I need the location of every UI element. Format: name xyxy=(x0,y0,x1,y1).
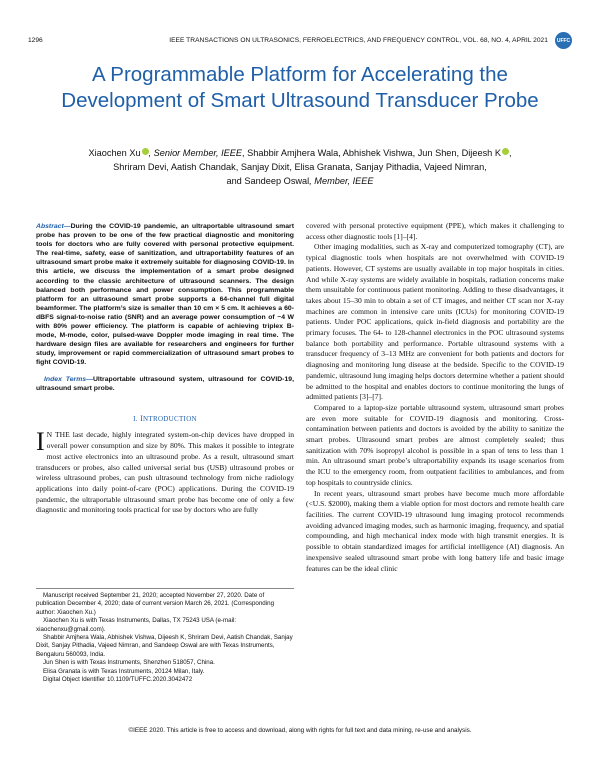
body-paragraph: In recent years, ultrasound smart probes have become much more affordable (<U.S. $2000), making them a viable option for most doctors and remote health care facilities. The current COVID-19 ultrasound lung imaging protocol recommends avoiding advanced imaging modes, such as harmonic imaging, frequency, and spatial compounding, and high mechanical index mode with high transmit energies. It is possible to obtain standardized images for artificial intelligence (AI) diagnosis. An inexpensive sealed ultrasound smart probe with long battery life and basic image features can be the ideal clinic xyxy=(306,488,564,573)
author-line-2: Shriram Devi, Aatish Chandak, Sanjay Dixit, Elisa Granata, Sanjay Pithadia, Vajeed Nimran, xyxy=(113,162,487,172)
footnote-doi: Digital Object Identifier 10.1109/TUFFC.2020.3042472 xyxy=(43,676,193,684)
uffc-logo-icon: UFFC xyxy=(555,32,572,49)
journal-name: IEEE TRANSACTIONS ON ULTRASONICS, FERROELECTRICS, AND FREQUENCY CONTROL, VOL. 68, NO. 4, APRIL 2021 xyxy=(169,37,548,44)
footnote: Jun Shen is with Texas Instruments, Shenzhen 518057, China. xyxy=(43,659,215,667)
footnote: Elisa Granata is with Texas Instruments, 20124 Milan, Italy. xyxy=(43,667,205,675)
abstract: Abstract—During the COVID-19 pandemic, an ultraportable ultrasound smart probe has proven to be one of the few practical diagnostic and monitoring tools for doctors who are fully covered with personal protective equipment. The real-time, safety, ease of sanitization, and ultraportability features of an ultrasound smart probe make it extremely suitable for diagnosing COVID-19. In this article, we discuss the implementation of a smart probe designed according to the classic architecture of ultrasound scanners. The design balanced both performance and power consumption. This programmable platform for an ultrasound smart probe supports a 64-channel full digital beamformer. The platform’s size is smaller than 10 cm × 5 cm. It achieves a 60-dBFS signal-to-noise ratio (SNR) and an average power consumption of ~4 W with 80% power efficiency. The platform is capable of achieving triplex B-mode, M-mode, color, pulsed-wave Doppler mode imaging in real time. The hardware design files are available for researchers and engineers for further study, improvement or rapid commercialization of ultrasound smart probes to fight COVID-19. xyxy=(36,223,294,367)
page-number: 1296 xyxy=(28,37,43,44)
section-heading xyxy=(36,414,294,425)
drop-cap: I xyxy=(36,427,45,457)
index-terms-label: Index Terms xyxy=(44,375,87,383)
author-separator: , xyxy=(508,148,512,158)
right-column xyxy=(306,221,564,574)
footnotes xyxy=(36,588,294,684)
intro-paragraph xyxy=(36,427,294,516)
author-line-3 xyxy=(40,174,560,188)
paper-title: A Programmable Platform for Accelerating the Development of Smart Ultrasound Transducer Probe xyxy=(61,63,539,112)
body-paragraph: Other imaging modalities, such as X-ray and computerized tomography (CT), are typical diagnostic tools when hospitals are not overwhelmed with COVID-19 patients. However, CT systems are usually available in top major hospitals in cities. And while X-ray systems are widely available in hospitals, radiation concerns make them unsuitable for continuous patient monitoring. Adding to these disadvantages, it takes about 15–30 min to obtain a set of CT images, and neither CT scan nor X-ray machines are common in intensive care units (ICUs) for monitoring COVID-19 patients. Under POC applications, quick in-field diagnosis and portability are the primary focuses. The 64- to 128-channel electronics in the POC ultrasound systems balance both portability and performance. Portable ultrasound systems with a transducer frequency of 3–13 MHz are convenient for both patients and doctors for diagnosing and monitoring lung disease at the bedside. Specific to the COVID-19 pandemic, ultrasound lung imaging helps doctors determine whether a patient should be admitted to the hospital and enables doctors to continue monitoring the lungs of admitted patients [3]–[7]. xyxy=(306,242,564,402)
section-numeral: I. xyxy=(133,414,138,423)
index-terms-text: Ultraportable ultrasound system, ultrasound for COVID-19, ultrasound smart probe. xyxy=(36,375,294,392)
orcid-icon[interactable] xyxy=(502,148,509,155)
copyright-footer: ©IEEE 2020. This article is free to access and download, along with rights for full text and data mining, re-use and analysis. xyxy=(128,727,472,734)
left-column xyxy=(36,222,294,516)
author-membership: , Senior Member, IEEE xyxy=(148,148,243,158)
footnote: Shabbir Amjhera Wala, Abhishek Vishwa, Dijeesh K, Shriram Devi, Aatish Chandak, Sanjay Dixit, Sanjay Pithadia, Vajeed Nimran, and Sandeep Oswal are with Texas Instruments, Bengaluru 560093, India. xyxy=(36,634,293,658)
footnote: Xiaochen Xu is with Texas Instruments, Dallas, TX 75243 USA (e-mail: xiaochenxu@gmail.com). xyxy=(36,617,237,633)
author-list xyxy=(40,146,560,188)
orcid-icon[interactable] xyxy=(142,148,149,155)
index-terms: Index Terms—Ultraportable ultrasound system, ultrasound for COVID-19, ultrasound smart probe. xyxy=(36,375,294,392)
author-names: and Sandeep Oswal xyxy=(226,176,310,186)
author-line-1 xyxy=(40,146,560,160)
section-title-cap: I xyxy=(140,413,144,423)
abstract-text: During the COVID-19 pandemic, an ultraportable ultrasound smart probe has proven to be one of the few practical diagnostic and monitoring tools for doctors who are fully covered with personal protective equipment. The real-time, safety, ease of sanitization, and ultraportability features of an ultrasound smart probe make it extremely suitable for diagnosing COVID-19. In this article, we discuss the implementation of a smart probe designed according to the classic architecture of ultrasound scanners. The design balanced both performance and power consumption. This programmable platform for an ultrasound smart probe supports a 64-channel full digital beamformer. The platform’s size is smaller than 10 cm × 5 cm. It achieves a 60-dBFS signal-to-noise ratio (SNR) and an average power consumption of ~4 W with 80% power efficiency. The platform is capable of achieving triplex B-mode, M-mode, color, pulsed-wave Doppler mode imaging in real time. The hardware design files are available for researchers and engineers for further study, improvement or rapid commercialization of ultrasound smart probes to fight COVID-19. xyxy=(36,223,294,367)
author-names: , Shabbir Amjhera Wala, Abhishek Vishwa, Jun Shen, Dijeesh K xyxy=(242,148,501,158)
author-membership: , Member, IEEE xyxy=(309,176,374,186)
section-title-rest: NTRODUCTION xyxy=(143,414,197,423)
footnote: Manuscript received September 21, 2020; accepted November 27, 2020. Date of publication December 4, 2020; date of current version March 26, 2021. (Corresponding author: Xiaochen Xu.) xyxy=(36,592,275,616)
body-paragraph: covered with personal protective equipment (PPE), which makes it challenging to access other diagnostic tools [1]–[4]. xyxy=(306,221,564,241)
intro-text: N THE last decade, highly integrated system-on-chip devices have dropped in overall power consumption and size by 80%. This makes it possible to integrate most active electronics into an ultrasound probe. As a result, ultrasound smart transducers or probes, also called universal serial bus (USB) ultrasound probes or wireless ultrasound probes, can push ultrasound technology from niche radiology applications into daily point-of-care (POC) applications. During the COVID-19 pandemic, the ultraportable ultrasound smart probe has become one of only a few diagnostic and monitoring tools practical for use by doctors who are fully xyxy=(36,430,294,515)
abstract-label: Abstract xyxy=(36,223,64,230)
running-header xyxy=(28,36,572,50)
body-paragraph: Compared to a laptop-size portable ultrasound system, ultrasound smart probes are even more suitable for COVID-19 diagnosis and monitoring. Cross-contamination between patients and doctors is avoided by the ability to sanitize the smart probes. Ultrasound smart probes are almost completely sealed; thus sanitization with 70% isopropyl alcohol is possible in a span of tens to less than 1 min. An ultrasound smart probe’s ultraportability expands its usage scenarios from the ICU to the emergency room, from outpatient facilities to ambulances, and from top hospitals to countryside clinics. xyxy=(306,402,564,487)
author-name: Xiaochen Xu xyxy=(88,148,141,158)
